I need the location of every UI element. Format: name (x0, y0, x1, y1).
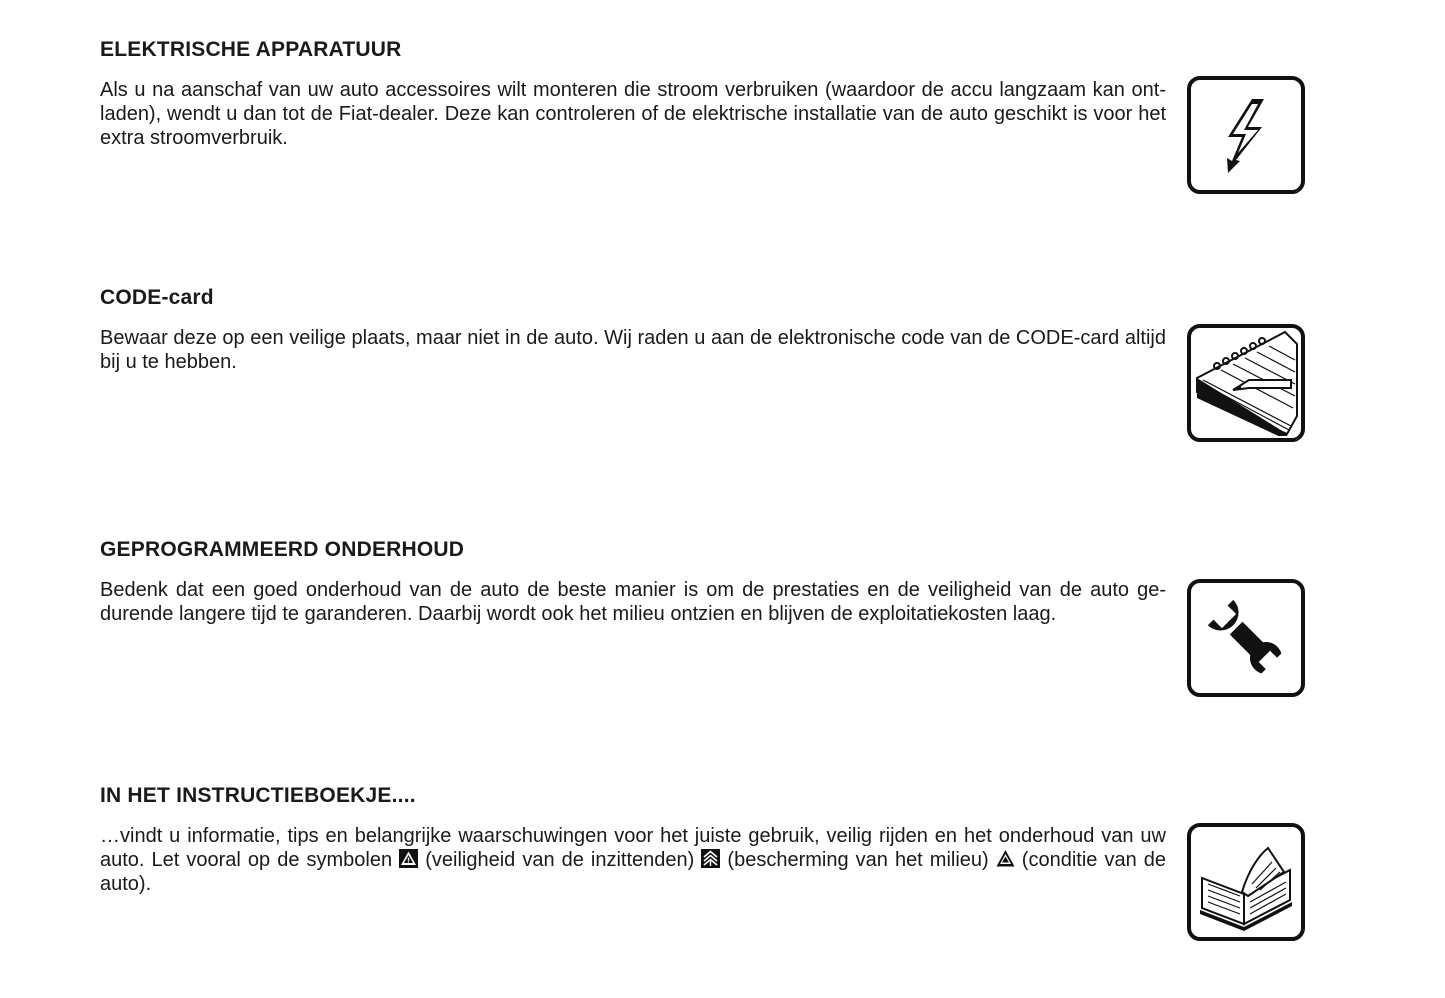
section-text (100, 824, 1166, 896)
environment-tree-icon (701, 849, 720, 868)
text-part-2: (veiligheid van de inzittenden) (418, 849, 702, 871)
lightning-icon (1187, 76, 1305, 194)
section-text: Bedenk dat een goed onderhoud van de auto de beste manier is om de prestaties en de veiligheid van de auto ge-durende langere tijd te garanderen. Daarbij wordt ook het milieu ontzien en blijven de exploitatiekosten laag. (100, 579, 1166, 625)
warning-triangle-outline-icon (996, 849, 1015, 868)
text-part-4: (conditie van de auto). (100, 849, 1166, 895)
warning-triangle-filled-icon (399, 849, 418, 868)
section-heading: IN HET INSTRUCTIEBOEKJE.... (100, 784, 416, 807)
section-heading: GEPROGRAMMEERD ONDERHOUD (100, 538, 465, 561)
wrench-icon (1187, 579, 1305, 697)
open-book-icon (1187, 823, 1305, 941)
notebook-pencil-icon (1187, 324, 1305, 442)
section-heading: CODE-card (100, 286, 214, 309)
section-text: Als u na aanschaf van uw auto accessoires wilt monteren die stroom verbruiken (waardoor de accu langzaam kan ont-laden), wendt u dan tot de Fiat-dealer. Deze kan controleren of de elektrische installatie van de auto geschikt is voor het extra stroomverbruik. (100, 79, 1166, 149)
section-text: Bewaar deze op een veilige plaats, maar niet in de auto. Wij raden u aan de elektronische code van de CODE-card altijd bij u te hebben. (100, 327, 1166, 373)
text-part-3: (bescherming van het milieu) (720, 849, 996, 871)
text-part-1: …vindt u informatie, tips en belangrijke waarschuwingen voor het juiste gebruik, veilig rijden en het onderhoud van uw auto. Let vooral op de symbolen (100, 825, 1166, 871)
section-heading: ELEKTRISCHE APPARATUUR (100, 38, 402, 61)
